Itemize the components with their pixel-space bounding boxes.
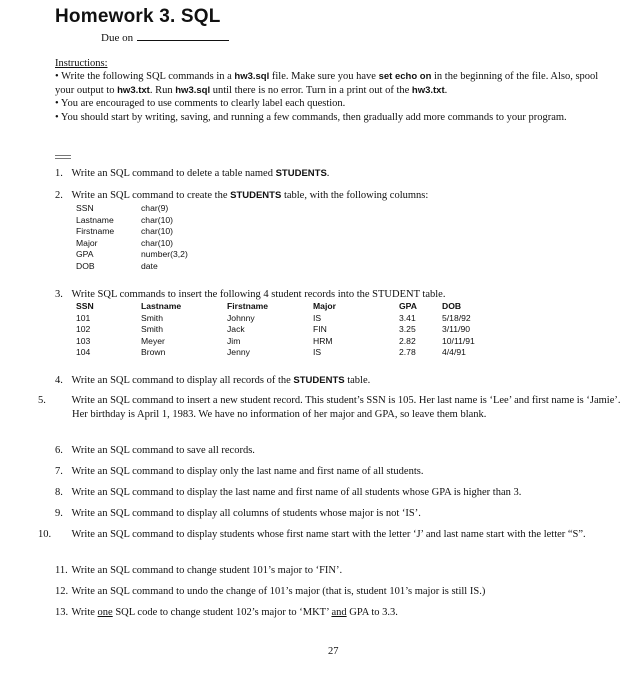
student-col-major — [313, 301, 336, 359]
question-1 — [55, 167, 615, 181]
table-cell: 3.25 — [399, 324, 416, 335]
text: table, with the following columns: — [281, 190, 429, 201]
question-2 — [55, 189, 615, 203]
table-cell: 2.82 — [399, 335, 416, 346]
table-header: DOB — [442, 301, 462, 311]
question-9 — [55, 507, 615, 521]
text: in the beginning of the file. Also, spool your output to — [55, 71, 599, 96]
student-col-ssn — [76, 301, 94, 359]
underlined-text: and — [331, 607, 347, 618]
question-number: 8. — [55, 487, 63, 498]
table-cell: Jack — [227, 324, 245, 335]
column-type: date — [141, 260, 158, 271]
question-number: 13. — [55, 607, 69, 618]
question-number: 6. — [55, 445, 63, 456]
text: Write an SQL command to display only the last name and first name of all students. — [71, 466, 424, 477]
text: Write — [71, 607, 98, 618]
student-col-firstname — [227, 301, 268, 359]
question-number: 12. — [55, 586, 69, 597]
filename-txt: hw3.txt — [117, 84, 150, 96]
instructions-heading: Instructions: — [55, 58, 108, 69]
text: Write an SQL command to display all columns of students whose major is not ‘IS’. — [71, 508, 421, 519]
table-cell: Jenny — [227, 347, 250, 358]
text: Write an SQL command to insert a new student record. This student’s SSN is 105. Her last name is ‘Lee’ and first name is ‘Jamie’. Her birthday is April 1, 1983. We have no information of her major and GPA, so leave them blank. — [71, 395, 621, 420]
question-number: 10. — [38, 529, 52, 540]
table-cell: HRM — [313, 335, 333, 346]
question-7 — [55, 465, 615, 479]
text: • Write the following SQL commands in a — [55, 71, 235, 82]
text: until there is no error. Turn in a print out of the — [210, 84, 412, 96]
page-number: 27 — [328, 646, 339, 657]
question-13 — [55, 606, 615, 620]
table-header: Lastname — [141, 301, 182, 311]
question-8 — [55, 486, 615, 500]
table-header: Firstname — [227, 301, 269, 311]
text: Write an SQL command to create the — [71, 190, 231, 201]
due-date-blank — [137, 30, 229, 41]
table-header: GPA — [399, 301, 417, 311]
text: table. — [344, 375, 371, 386]
column-name: GPA — [76, 249, 94, 259]
question-4 — [55, 374, 615, 388]
table-cell: IS — [313, 312, 322, 323]
table-header: SSN — [76, 301, 94, 311]
table-cell: 10/11/91 — [442, 335, 475, 346]
student-col-lastname — [141, 301, 181, 359]
table-cell: 102 — [76, 324, 91, 335]
text: Write an SQL command to display students whose first name start with the letter ‘J’ and last name start with the letter “S”. — [71, 529, 586, 540]
question-number: 5. — [38, 395, 46, 406]
table-name: STUDENTS — [230, 190, 282, 201]
table-cell: 3/11/90 — [442, 324, 471, 335]
column-type: char(10) — [141, 214, 173, 225]
column-type: char(10) — [141, 237, 173, 248]
question-3 — [55, 288, 615, 302]
column-type: char(10) — [141, 226, 173, 236]
text: Write an SQL command to display all records of the — [71, 375, 294, 386]
text: . — [326, 168, 330, 179]
text: Write SQL commands to insert the following 4 student records into the STUDENT table. — [71, 289, 446, 300]
table-cell: FIN — [313, 324, 327, 335]
question-10 — [38, 528, 632, 542]
column-name: Major — [76, 237, 98, 248]
table-cell: Smith — [141, 312, 163, 323]
table-name: STUDENTS — [293, 375, 345, 386]
column-name: DOB — [76, 260, 95, 271]
table-cell: Brown — [141, 347, 166, 358]
text: GPA to 3.3. — [346, 607, 398, 618]
text: Write an SQL command to display the last name and first name of all students whose GPA is higher than 3. — [71, 487, 522, 498]
table-cell: Johnny — [227, 312, 255, 323]
page-title: Homework 3. SQL — [55, 6, 221, 27]
instruction-bullet-2: • You are encouraged to use comments to clearly label each question. — [55, 98, 346, 109]
table-cell: 3.41 — [399, 312, 416, 323]
due-date-line — [101, 30, 229, 44]
setting-echo: set echo on — [378, 71, 432, 82]
question-12 — [55, 585, 615, 599]
column-name: Firstname — [76, 226, 115, 236]
question-5 — [38, 394, 632, 421]
question-number: 7. — [55, 466, 63, 477]
instructions-body — [55, 70, 610, 124]
table-cell: IS — [313, 347, 322, 358]
filename-sql: hw3.sql — [234, 71, 270, 82]
text: Write an SQL command to save all records. — [71, 445, 255, 456]
filename-sql: hw3.sql — [175, 84, 211, 96]
question-number: 4. — [55, 375, 63, 386]
question-number: 9. — [55, 508, 63, 519]
table-name: STUDENTS — [275, 168, 327, 179]
instruction-bullet-1 — [55, 70, 610, 97]
table-cell: Meyer — [141, 335, 165, 346]
column-types — [141, 203, 188, 272]
table-cell: Smith — [141, 324, 163, 335]
text: . — [444, 84, 448, 96]
table-cell: 101 — [76, 312, 91, 323]
question-number: 2. — [55, 190, 63, 201]
instruction-bullet-3: • You should start by writing, saving, and running a few commands, then gradually add more commands to your program. — [55, 111, 567, 123]
question-11 — [55, 564, 615, 578]
text: Write an SQL command to change student 101’s major to ‘FIN’. — [71, 565, 343, 576]
column-names — [76, 203, 114, 272]
question-number: 1. — [55, 168, 63, 179]
table-cell: 103 — [76, 335, 91, 346]
question-number: 11. — [55, 565, 68, 576]
filename-txt: hw3.txt — [411, 84, 445, 96]
table-header: Major — [313, 301, 336, 311]
underlined-text: one — [97, 607, 113, 618]
text: Write an SQL command to delete a table named — [71, 168, 276, 179]
question-number: 3. — [55, 289, 63, 300]
column-name: SSN — [76, 203, 94, 213]
student-col-dob — [442, 301, 475, 359]
table-cell: Jim — [227, 335, 241, 346]
due-label: Due on — [101, 32, 134, 44]
text: . Run — [149, 84, 176, 96]
divider — [55, 158, 71, 159]
text: file. Make sure you have — [269, 71, 379, 82]
table-cell: 104 — [76, 347, 91, 358]
column-name: Lastname — [76, 214, 114, 225]
text: Write an SQL command to undo the change of 101’s major (that is, student 101’s major is still IS.) — [71, 586, 486, 597]
table-cell: 4/4/91 — [442, 347, 466, 358]
divider — [55, 155, 71, 156]
table-cell: 5/18/92 — [442, 312, 471, 323]
question-6 — [55, 444, 615, 458]
table-cell: 2.78 — [399, 347, 416, 358]
column-type: number(3,2) — [141, 249, 188, 259]
text: SQL code to change student 102’s major to ‘MKT’ — [112, 607, 332, 618]
column-type: char(9) — [141, 203, 169, 213]
student-col-gpa — [399, 301, 417, 359]
